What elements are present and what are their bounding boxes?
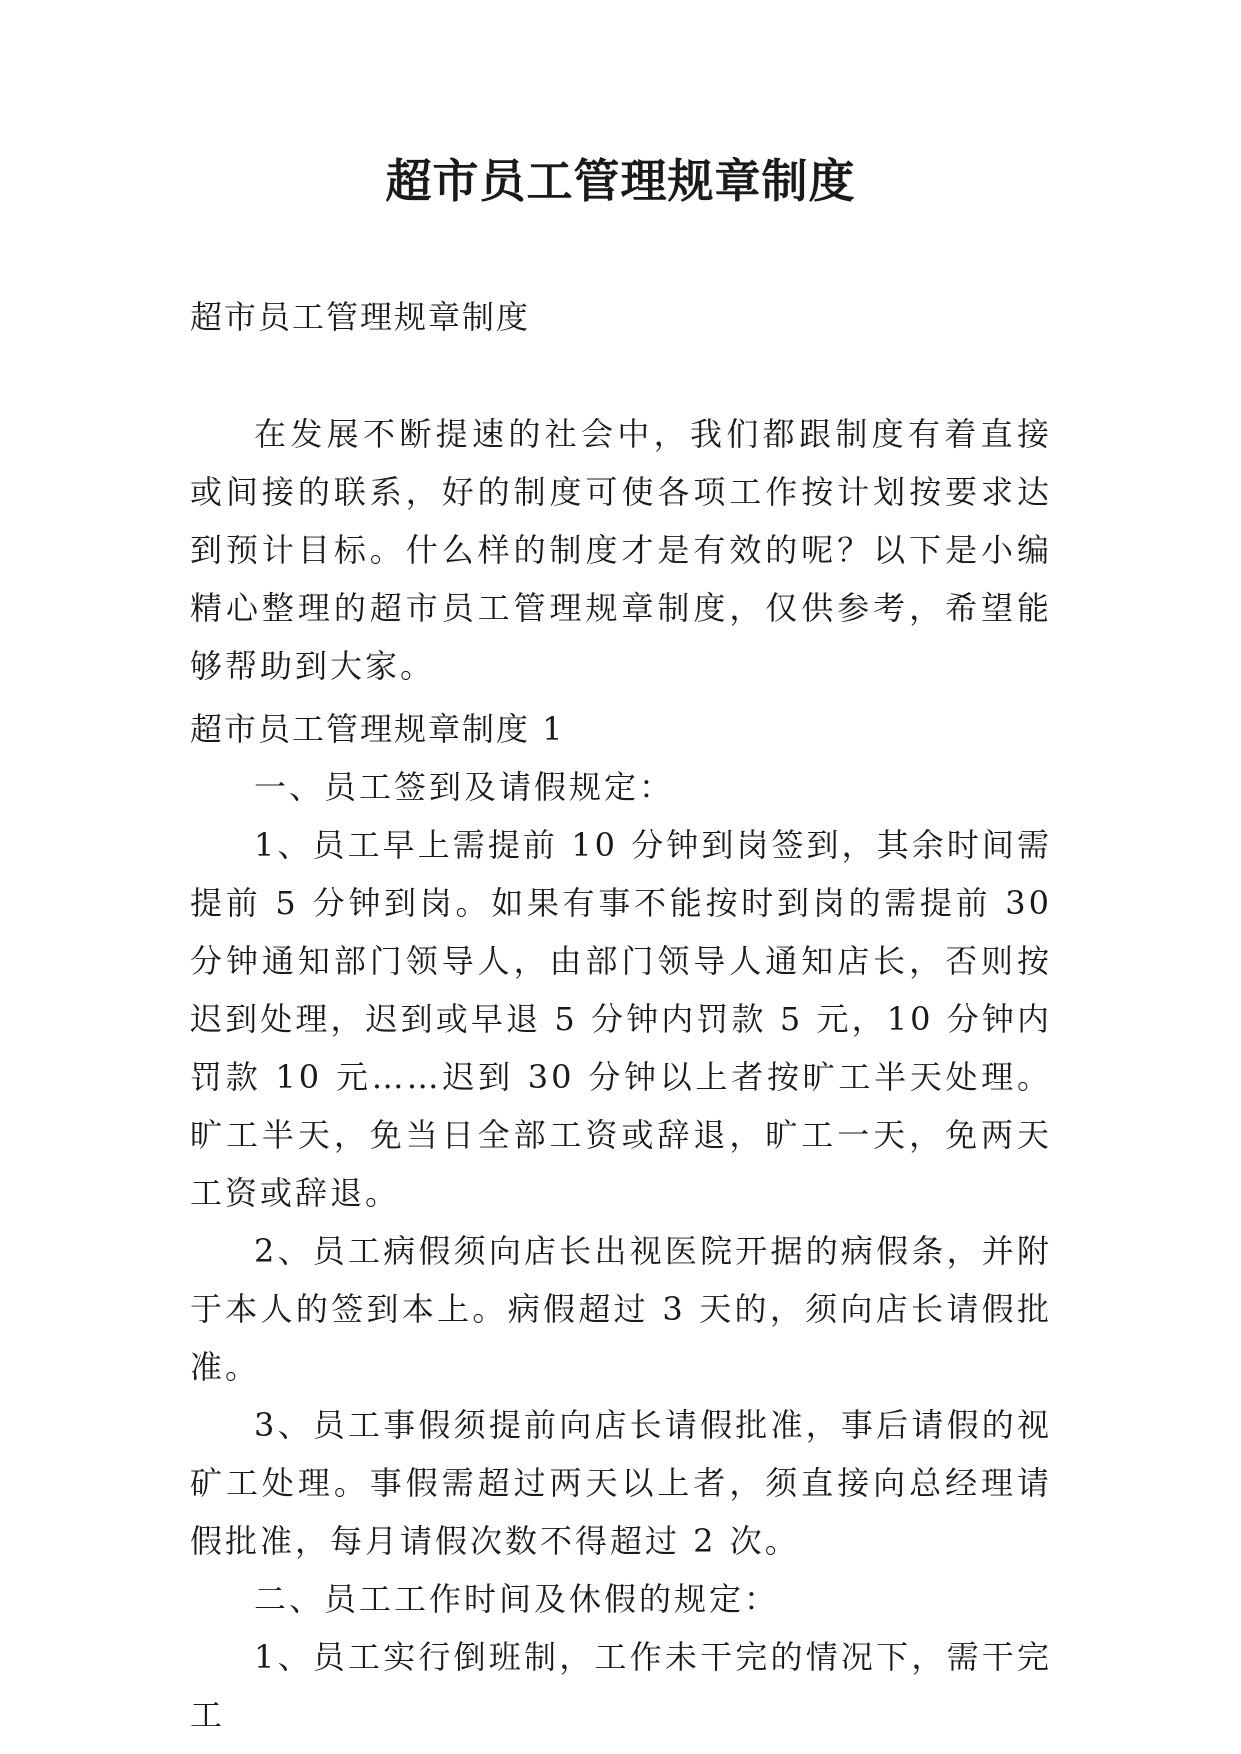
- intro-paragraph: 在发展不断提速的社会中，我们都跟制度有着直接或间接的联系，好的制度可使各项工作按计划按要求达到预计目标。什么样的制度才是有效的呢？以下是小编精心整理的超市员工管理规章制度，仅供参考，希望能够帮助到大家。: [190, 415, 1052, 685]
- rule-paragraph-1: 1、员工早上需提前 10 分钟到岗签到，其余时间需提前 5 分钟到岗。如果有事不能按时到岗的需提前 30 分钟通知部门领导人，由部门领导人通知店长，否则按迟到处理，迟到或早退 5 分钟内罚款 5 元，10 分钟内罚款 10 元……迟到 30 分钟以上者按旷工半天处理。旷工半天，免当日全部工资或辞退，旷工一天，免两天工资或辞退。: [190, 826, 1052, 1212]
- rule-heading-2: 二、员工工作时间及休假的规定：: [254, 1580, 780, 1618]
- rule-paragraph-4: 1、员工实行倒班制，工作未干完的情况下，需干完工: [190, 1638, 1052, 1734]
- rules-block: [190, 758, 1052, 1744]
- document-subtitle: 超市员工管理规章制度: [190, 298, 531, 336]
- rule-heading-1: 一、员工签到及请假规定：: [254, 768, 675, 806]
- rule-paragraph-3: 3、员工事假须提前向店长请假批准，事后请假的视矿工处理。事假需超过两天以上者，须直接向总经理请假批准，每月请假次数不得超过 2 次。: [190, 1406, 1052, 1560]
- section-title: 超市员工管理规章制度 1: [190, 710, 565, 748]
- document-title: 超市员工管理规章制度: [385, 154, 856, 208]
- intro-block: [190, 405, 1052, 695]
- rule-paragraph-2: 2、员工病假须向店长出视医院开据的病假条，并附于本人的签到本上。病假超过 3 天的，须向店长请假批准。: [190, 1232, 1052, 1386]
